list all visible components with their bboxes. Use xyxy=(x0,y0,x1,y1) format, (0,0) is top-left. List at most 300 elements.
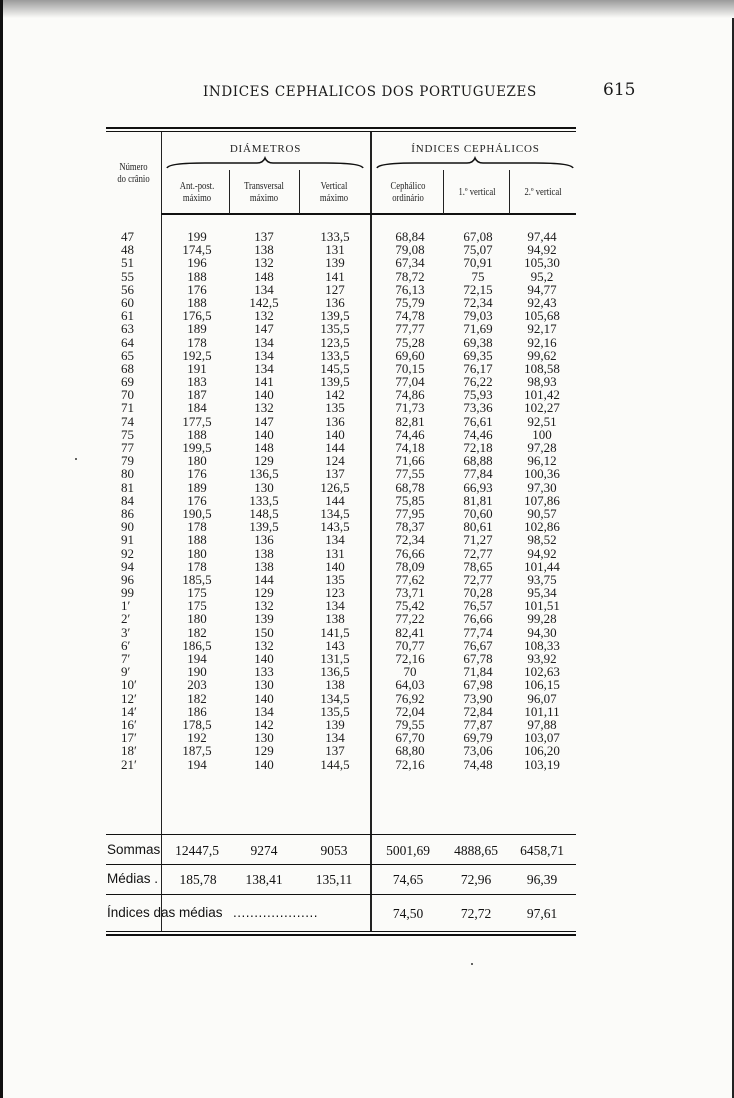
transversal-value: 129 xyxy=(254,585,274,601)
vertical-value: 141,5 xyxy=(320,624,350,640)
do-cranio-label: do crânio xyxy=(117,174,150,185)
cranio-number: 18′ xyxy=(121,743,137,759)
sommas-second-vertical: 6458,71 xyxy=(520,843,564,858)
cranio-number: 56 xyxy=(121,281,134,297)
second-vertical-value: 97,28 xyxy=(527,440,557,455)
indices-medias-top-rule xyxy=(106,894,576,895)
second-vertical-value: 92,43 xyxy=(527,294,557,310)
cranio-number: 6′ xyxy=(121,637,131,653)
ant-post-value: 187 xyxy=(187,387,207,403)
cranio-number: 16′ xyxy=(121,716,137,732)
cephalico-value: 76,13 xyxy=(395,281,425,297)
transversal-value: 142 xyxy=(254,716,274,732)
indices-group-header: ÍNDICES CEPHÁLICOS xyxy=(411,143,540,155)
vertical-value: 136,5 xyxy=(320,664,350,680)
indices-brace xyxy=(375,156,575,170)
column-divider xyxy=(161,132,162,932)
first-vertical-value: 68,88 xyxy=(463,453,493,469)
cranio-number: 70 xyxy=(121,387,134,403)
cranio-number: 77 xyxy=(121,440,134,455)
first-vertical-value: 72,18 xyxy=(463,440,493,455)
ant-post-value: 189 xyxy=(187,479,207,495)
transversal-value: 139,5 xyxy=(249,519,279,535)
vertical-value: 143,5 xyxy=(320,519,350,535)
cranio-number: 64 xyxy=(121,334,134,350)
ant-post-value: 188 xyxy=(187,426,207,442)
second-vertical-value: 90,57 xyxy=(527,505,557,521)
second-vertical-value: 106,20 xyxy=(524,743,560,759)
transversal-value: 132 xyxy=(254,308,274,324)
cephalico-value: 77,77 xyxy=(395,321,425,337)
vertical-value: 134 xyxy=(325,730,345,746)
numero-header xyxy=(111,162,156,186)
first-vertical-value: 71,84 xyxy=(463,664,493,680)
cephalico-value: 74,18 xyxy=(395,440,425,455)
ant-post-value: 188 xyxy=(187,268,207,284)
cephalico-value: 74,78 xyxy=(395,308,425,324)
second-vertical-value: 100,36 xyxy=(524,466,560,482)
cephalico-value: 74,46 xyxy=(395,426,425,442)
transversal-value: 130 xyxy=(254,730,274,746)
ant-post-value: 176 xyxy=(187,466,207,482)
transversal-value: 139 xyxy=(254,611,274,627)
vertical-value: 145,5 xyxy=(320,360,350,376)
cephalico-value: 78,09 xyxy=(395,558,425,574)
cephalico-value: 82,41 xyxy=(395,624,425,640)
transversal-column xyxy=(233,230,295,771)
transversal-value: 137 xyxy=(254,229,274,244)
transversal-value: 140 xyxy=(254,651,274,666)
first-vertical-value: 71,27 xyxy=(463,532,493,548)
transversal-value: 130 xyxy=(254,677,274,693)
first-vertical-value: 76,66 xyxy=(463,611,493,627)
second-vertical-value: 102,86 xyxy=(524,519,560,535)
sommas-transversal: 9274 xyxy=(250,843,278,858)
second-vertical-value: 92,17 xyxy=(527,321,557,337)
cephalico-column xyxy=(379,230,441,771)
second-vertical-value: 92,51 xyxy=(527,413,557,429)
first-vertical-value: 79,03 xyxy=(463,308,493,324)
second-vertical-value: 108,58 xyxy=(524,360,560,376)
cephalico-value: 79,55 xyxy=(395,716,425,732)
first-vertical-value: 72,34 xyxy=(463,294,493,310)
cephalico-value: 75,28 xyxy=(395,334,425,350)
second-vertical-header: 2.º vertical xyxy=(524,187,562,198)
first-vertical-value: 67,98 xyxy=(463,677,493,693)
vertical-value: 139 xyxy=(325,716,345,732)
first-vertical-value: 74,48 xyxy=(463,756,493,772)
first-vertical-value: 70,60 xyxy=(463,505,493,521)
second-vertical-value: 101,51 xyxy=(524,598,560,614)
second-vertical-value: 93,75 xyxy=(527,571,557,587)
ant-post-value: 183 xyxy=(187,374,207,390)
cranio-number: 60 xyxy=(121,294,134,310)
transversal-value: 132 xyxy=(254,400,274,416)
sommas-top-rule xyxy=(106,834,576,835)
cranio-number: 7′ xyxy=(121,651,131,666)
second-vertical-value: 106,15 xyxy=(524,677,560,693)
vertical-value: 140 xyxy=(325,558,345,574)
transversal-value: 133,5 xyxy=(249,492,279,508)
cranio-number: 86 xyxy=(121,505,134,521)
vertical-value: 141 xyxy=(325,268,345,284)
sommas-vertical: 9053 xyxy=(320,843,348,858)
second-vertical-value: 100 xyxy=(532,426,552,442)
ant-post-value: 180 xyxy=(187,453,207,469)
ant-post-value: 178 xyxy=(187,519,207,535)
transversal-value: 132 xyxy=(254,255,274,271)
second-vertical-value: 93,92 xyxy=(527,651,557,666)
vertical-value: 134,5 xyxy=(320,505,350,521)
cephalico-value: 74,86 xyxy=(395,387,425,403)
first-vertical-value: 69,79 xyxy=(463,730,493,746)
cranio-number: 48 xyxy=(121,242,134,258)
cephalico-value: 71,66 xyxy=(395,453,425,469)
transversal-value: 129 xyxy=(254,743,274,759)
cranio-number: 92 xyxy=(121,545,134,561)
numero-column xyxy=(121,230,159,771)
cephalico-value: 75,85 xyxy=(395,492,425,508)
numero-label: Número xyxy=(119,162,148,173)
header-divider xyxy=(443,170,444,214)
vertical-value: 135,5 xyxy=(320,321,350,337)
cephalico-value: 72,16 xyxy=(395,651,425,666)
scan-speck xyxy=(471,963,473,965)
second-vertical-value: 108,33 xyxy=(524,637,560,653)
transversal-value: 134 xyxy=(254,703,274,719)
transversal-value: 140 xyxy=(254,756,274,772)
ant-post-value: 177,5 xyxy=(182,413,212,429)
cephalico-value: 70,77 xyxy=(395,637,425,653)
vertical-value: 123,5 xyxy=(320,334,350,350)
first-vertical-value: 70,91 xyxy=(463,255,493,271)
ant-post-value: 178 xyxy=(187,334,207,350)
second-vertical-value: 92,16 xyxy=(527,334,557,350)
cranio-number: 1′ xyxy=(121,598,131,614)
cranio-number: 65 xyxy=(121,347,134,363)
sommas-label: Sommas xyxy=(107,842,161,857)
transversal-value: 129 xyxy=(254,453,274,469)
cranio-number: 99 xyxy=(121,585,134,601)
header-bottom-rule xyxy=(161,213,576,215)
cephalico-line1: Cephálico xyxy=(390,181,426,192)
ant-post-value: 188 xyxy=(187,532,207,548)
first-vertical-value: 72,77 xyxy=(463,571,493,587)
vertical-line2: máximo xyxy=(319,193,349,204)
transversal-value: 140 xyxy=(254,426,274,442)
transversal-value: 130 xyxy=(254,479,274,495)
vertical-value: 134 xyxy=(325,598,345,614)
cephalico-value: 70,15 xyxy=(395,360,425,376)
vertical-value: 139,5 xyxy=(320,308,350,324)
transversal-value: 140 xyxy=(254,690,274,706)
cranio-number: 94 xyxy=(121,558,134,574)
column-divider xyxy=(371,132,372,932)
transversal-value: 140 xyxy=(254,387,274,403)
second-vertical-value: 102,63 xyxy=(524,664,560,680)
first-vertical-value: 76,67 xyxy=(463,637,493,653)
transversal-value: 138 xyxy=(254,558,274,574)
cranio-number: 90 xyxy=(121,519,134,535)
second-vertical-value: 97,44 xyxy=(527,229,557,244)
ant-post-value: 182 xyxy=(187,624,207,640)
cephalico-header xyxy=(381,181,435,205)
cephalico-value: 76,66 xyxy=(395,545,425,561)
ant-post-header xyxy=(171,181,223,205)
second-vertical-value: 94,92 xyxy=(527,545,557,561)
cephalico-value: 75,79 xyxy=(395,294,425,310)
second-vertical-value: 107,86 xyxy=(524,492,560,508)
cranio-number: 71 xyxy=(121,400,134,416)
header-divider xyxy=(509,170,510,214)
ant-post-value: 194 xyxy=(187,651,207,666)
first-vertical-value: 72,84 xyxy=(463,703,493,719)
vertical-value: 123 xyxy=(325,585,345,601)
vertical-value: 131 xyxy=(325,545,345,561)
second-vertical-value: 94,92 xyxy=(527,242,557,258)
ant-post-value: 196 xyxy=(187,255,207,271)
cephalico-value: 77,04 xyxy=(395,374,425,390)
cranio-number: 79 xyxy=(121,453,134,469)
medias-second-vertical: 96,39 xyxy=(526,872,558,887)
cranio-number: 9′ xyxy=(121,664,131,680)
ant-post-value: 176 xyxy=(187,492,207,508)
medias-vertical: 135,11 xyxy=(315,872,353,887)
diametros-brace xyxy=(165,156,365,170)
vertical-header xyxy=(307,181,361,205)
first-vertical-value: 75,93 xyxy=(463,387,493,403)
first-vertical-header: 1.º vertical xyxy=(458,187,496,198)
ant-post-value: 188 xyxy=(187,294,207,310)
cephalico-value: 71,73 xyxy=(395,400,425,416)
cephalico-line2: ordinário xyxy=(392,193,424,204)
second-vertical-value: 96,12 xyxy=(527,453,557,469)
cephalico-value: 79,08 xyxy=(395,242,425,258)
ant-post-value: 185,5 xyxy=(182,571,212,587)
transversal-value: 150 xyxy=(254,624,274,640)
transversal-line2: máximo xyxy=(249,193,279,204)
vertical-value: 144,5 xyxy=(320,756,350,772)
transversal-value: 132 xyxy=(254,637,274,653)
ant-post-value: 203 xyxy=(187,677,207,693)
ant-post-value: 178 xyxy=(187,558,207,574)
second-vertical-value: 102,27 xyxy=(524,400,560,416)
transversal-line1: Transversal xyxy=(244,181,284,192)
cephalico-value: 64,03 xyxy=(395,677,425,693)
indices-medias-first-vertical: 72,72 xyxy=(460,906,492,921)
first-vertical-value: 76,61 xyxy=(463,413,493,429)
ant-post-column xyxy=(165,230,229,771)
second-vertical-value: 99,28 xyxy=(527,611,557,627)
ant-post-value: 199,5 xyxy=(182,440,212,455)
sommas-cephalico: 5001,69 xyxy=(386,843,430,858)
cranio-number: 74 xyxy=(121,413,134,429)
cephalico-value: 68,78 xyxy=(395,479,425,495)
table-top-rule xyxy=(106,127,576,129)
ant-post-value: 180 xyxy=(187,545,207,561)
vertical-value: 137 xyxy=(325,743,345,759)
first-vertical-value: 77,84 xyxy=(463,466,493,482)
cephalico-value: 68,80 xyxy=(395,743,425,759)
ant-post-line2: máximo xyxy=(182,193,212,204)
vertical-value: 126,5 xyxy=(320,479,350,495)
cephalico-value: 72,34 xyxy=(395,532,425,548)
medias-transversal: 138,41 xyxy=(245,872,283,887)
first-vertical-value: 77,74 xyxy=(463,624,493,640)
cranio-number: 55 xyxy=(121,268,134,284)
first-vertical-value: 73,90 xyxy=(463,690,493,706)
vertical-value: 138 xyxy=(325,611,345,627)
first-vertical-value: 75,07 xyxy=(463,242,493,258)
transversal-value: 147 xyxy=(254,321,274,337)
vertical-value: 133,5 xyxy=(320,229,350,244)
ant-post-value: 186,5 xyxy=(182,637,212,653)
vertical-value: 134,5 xyxy=(320,690,350,706)
medias-label: Médias . xyxy=(107,871,159,886)
cephalico-value: 70 xyxy=(403,664,417,680)
indices-medias-second-vertical: 97,61 xyxy=(526,906,558,921)
transversal-value: 134 xyxy=(254,334,274,350)
cephalico-value: 78,37 xyxy=(395,519,425,535)
transversal-value: 138 xyxy=(254,242,274,258)
transversal-value: 134 xyxy=(254,360,274,376)
table-bottom-rule xyxy=(106,931,576,932)
vertical-value: 135,5 xyxy=(320,703,350,719)
vertical-column xyxy=(303,230,367,771)
second-vertical-value: 98,93 xyxy=(527,374,557,390)
vertical-value: 136 xyxy=(325,413,345,429)
second-vertical-value: 105,68 xyxy=(524,308,560,324)
ant-post-value: 189 xyxy=(187,321,207,337)
second-vertical-value: 95,2 xyxy=(530,268,554,284)
first-vertical-value: 66,93 xyxy=(463,479,493,495)
cephalico-value: 67,34 xyxy=(395,255,425,271)
first-vertical-value: 80,61 xyxy=(463,519,493,535)
vertical-value: 131,5 xyxy=(320,651,350,666)
vertical-value: 138 xyxy=(325,677,345,693)
first-vertical-value: 74,46 xyxy=(463,426,493,442)
table-bottom-rule-thick xyxy=(106,934,576,936)
cranio-number: 69 xyxy=(121,374,134,390)
ant-post-value: 191 xyxy=(187,360,207,376)
diametros-group-header: DIÁMETROS xyxy=(229,143,302,155)
sommas-first-vertical: 4888,65 xyxy=(454,843,498,858)
ant-post-value: 178,5 xyxy=(182,716,212,732)
first-vertical-value: 72,15 xyxy=(463,281,493,297)
second-vertical-value: 98,52 xyxy=(527,532,557,548)
second-vertical-value: 101,42 xyxy=(524,387,560,403)
cephalico-value: 77,55 xyxy=(395,466,425,482)
second-vertical-value: 95,34 xyxy=(527,585,557,601)
page-number: 615 xyxy=(603,80,636,100)
ant-post-value: 180 xyxy=(187,611,207,627)
first-vertical-column xyxy=(447,230,509,771)
medias-first-vertical: 72,96 xyxy=(460,872,492,887)
ant-post-value: 174,5 xyxy=(182,242,212,258)
ant-post-value: 192 xyxy=(187,730,207,746)
second-vertical-value: 105,30 xyxy=(524,255,560,271)
first-vertical-value: 77,87 xyxy=(463,716,493,732)
first-vertical-value: 76,57 xyxy=(463,598,493,614)
medias-top-rule xyxy=(106,864,576,865)
indices-medias-label: Índices das médias xyxy=(107,905,223,920)
medias-ant-post: 185,78 xyxy=(179,872,217,887)
header-divider xyxy=(229,170,230,214)
ant-post-line1: Ant.-post. xyxy=(179,181,215,192)
vertical-value: 142 xyxy=(325,387,345,403)
first-vertical-value: 73,06 xyxy=(463,743,493,759)
cephalico-value: 75,42 xyxy=(395,598,425,614)
ant-post-value: 190,5 xyxy=(182,505,212,521)
transversal-value: 136,5 xyxy=(249,466,279,482)
cephalico-value: 77,95 xyxy=(395,505,425,521)
vertical-value: 131 xyxy=(325,242,345,258)
transversal-value: 148 xyxy=(254,268,274,284)
vertical-value: 140 xyxy=(325,426,345,442)
cranio-number: 2′ xyxy=(121,611,131,627)
second-vertical-value: 97,30 xyxy=(527,479,557,495)
cranio-number: 96 xyxy=(121,571,134,587)
scan-shadow xyxy=(3,0,734,18)
transversal-value: 148 xyxy=(254,440,274,455)
vertical-value: 124 xyxy=(325,453,345,469)
cranio-number: 80 xyxy=(121,466,134,482)
cephalico-value: 82,81 xyxy=(395,413,425,429)
cranio-number: 61 xyxy=(121,308,134,324)
first-vertical-value: 78,65 xyxy=(463,558,493,574)
ant-post-value: 176,5 xyxy=(182,308,212,324)
first-vertical-value: 73,36 xyxy=(463,400,493,416)
cephalico-value: 72,16 xyxy=(395,756,425,772)
first-vertical-value: 67,08 xyxy=(463,229,493,244)
indices-medias-cephalico: 74,50 xyxy=(392,906,424,921)
vertical-value: 136 xyxy=(325,294,345,310)
cranio-number: 14′ xyxy=(121,703,137,719)
vertical-value: 127 xyxy=(325,281,345,297)
transversal-value: 144 xyxy=(254,571,274,587)
second-vertical-value: 99,62 xyxy=(527,347,557,363)
second-vertical-value: 94,77 xyxy=(527,281,557,297)
cranio-number: 81 xyxy=(121,479,134,495)
vertical-value: 135 xyxy=(325,400,345,416)
cephalico-value: 78,72 xyxy=(395,268,425,284)
running-title: INDICES CEPHALICOS DOS PORTUGUEZES xyxy=(203,84,537,100)
first-vertical-value: 71,69 xyxy=(463,321,493,337)
ant-post-value: 190 xyxy=(187,664,207,680)
cranio-number: 63 xyxy=(121,321,134,337)
second-vertical-column xyxy=(511,230,573,771)
cranio-number: 51 xyxy=(121,255,134,271)
transversal-header xyxy=(237,181,291,205)
cranio-number: 75 xyxy=(121,426,134,442)
vertical-value: 135 xyxy=(325,571,345,587)
first-vertical-value: 67,78 xyxy=(463,651,493,666)
transversal-value: 134 xyxy=(254,347,274,363)
header-divider xyxy=(299,170,300,214)
ant-post-value: 186 xyxy=(187,703,207,719)
cranio-number: 21′ xyxy=(121,756,137,772)
cranio-number: 10′ xyxy=(121,677,137,693)
vertical-value: 139 xyxy=(325,255,345,271)
ant-post-value: 175 xyxy=(187,585,207,601)
second-vertical-value: 101,44 xyxy=(524,558,560,574)
cephalico-value: 76,92 xyxy=(395,690,425,706)
transversal-value: 141 xyxy=(254,374,274,390)
cranio-number: 17′ xyxy=(121,730,137,746)
first-vertical-value: 76,22 xyxy=(463,374,493,390)
first-vertical-value: 72,77 xyxy=(463,545,493,561)
second-vertical-value: 103,07 xyxy=(524,730,560,746)
